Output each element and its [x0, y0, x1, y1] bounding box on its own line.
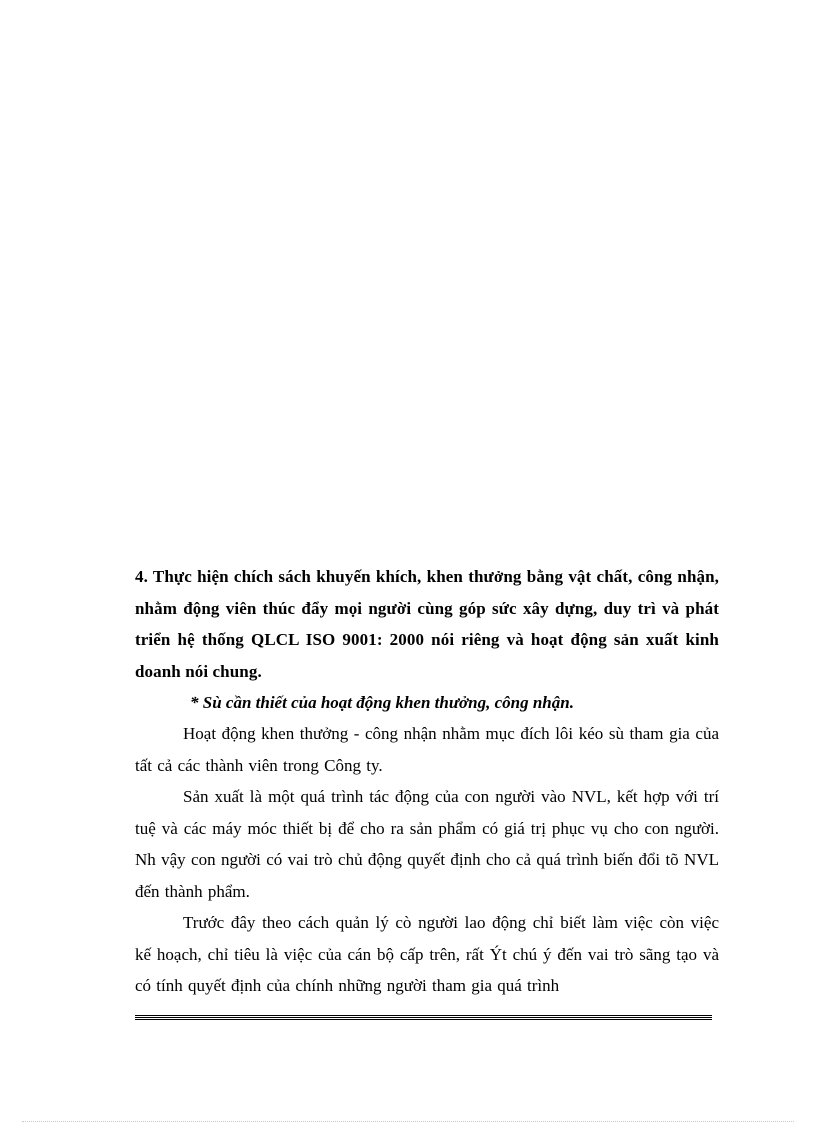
- paragraph-1: Hoạt động khen thưởng - công nhận nhằm mục đích lôi kéo sù tham gia của tất cả các thành viên trong Công ty.: [135, 724, 719, 775]
- page-edge-dotted-line: [22, 1121, 794, 1122]
- paragraph-3: Trước đây theo cách quản lý cò người lao động chỉ biết làm việc còn việc kế hoạch, chỉ tiêu là việc của cán bộ cấp trên, rất Ýt chú ý đến vai trò sãng tạo và có tính quyết định của chính những người tham gia quá trình: [135, 913, 719, 995]
- footer-triple-rule: [135, 1015, 712, 1020]
- section-subheading: * Sù cần thiết của hoạt động khen thưởng, công nhận.: [190, 693, 574, 712]
- paragraph-2: Sản xuất là một quá trình tác động của con người vào NVL, kết hợp với trí tuệ và các máy móc thiết bị để cho ra sản phẩm có giá trị phục vụ cho con người. Nh vậy con người có vai trò chủ động quyết định cho cả quá trình biến đổi tõ NVL đến thành phẩm.: [135, 787, 719, 901]
- document-body: [135, 561, 719, 1002]
- section-heading: 4. Thực hiện chích sách khuyến khích, khen thưởng bằng vật chất, công nhận, nhằm động viên thúc đẩy mọi người cùng góp sức xây dựng, duy trì và phát triển hệ thống QLCL ISO 9001: 2000 nói riêng và hoạt động sản xuất kinh doanh nói chung.: [135, 567, 719, 681]
